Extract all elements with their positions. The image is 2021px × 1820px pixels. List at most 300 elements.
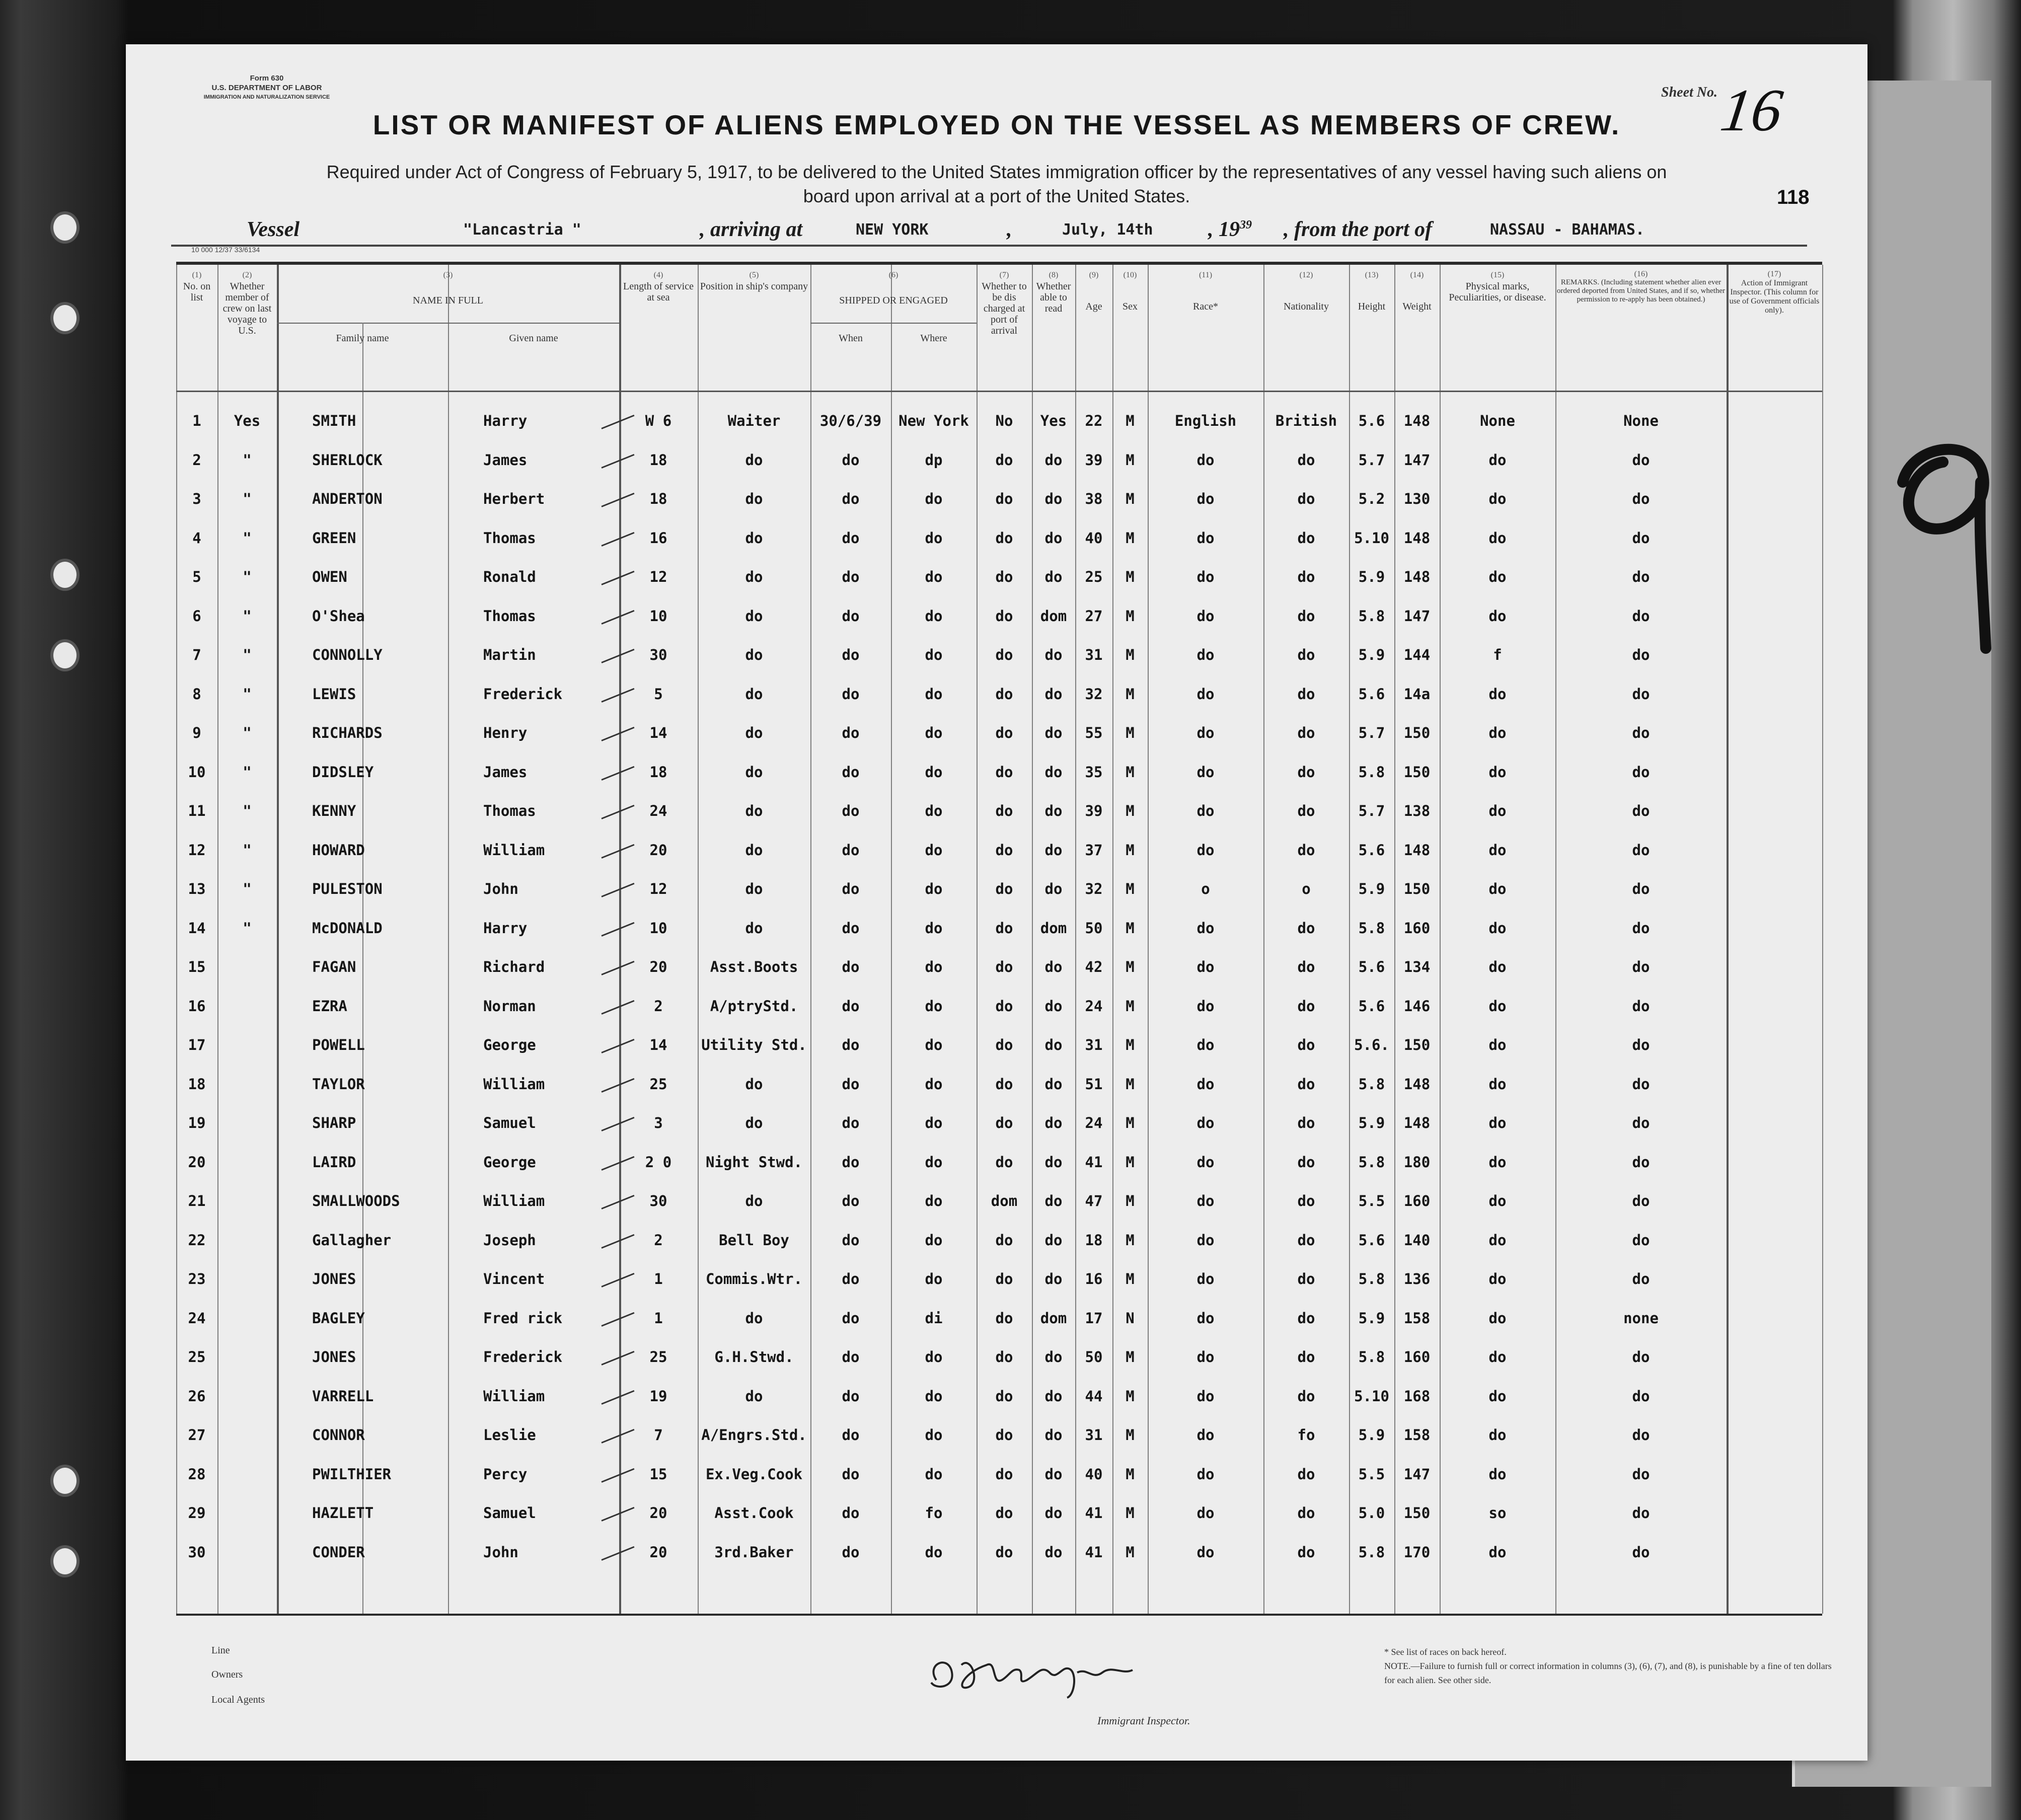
cell-read: do bbox=[1044, 1387, 1063, 1405]
cell-service: 7 bbox=[654, 1426, 663, 1444]
col-num: (3) bbox=[443, 271, 453, 279]
manifest-page bbox=[126, 44, 1867, 1761]
cell-age: 41 bbox=[1085, 1543, 1103, 1561]
cell-remarks: do bbox=[1632, 529, 1650, 547]
cell-given: Joseph bbox=[483, 1231, 536, 1249]
cell-family: HAZLETT bbox=[312, 1504, 374, 1522]
table-row bbox=[176, 1143, 1822, 1181]
cell-marks: do bbox=[1488, 880, 1507, 897]
cell-weight: 14a bbox=[1403, 685, 1431, 703]
cell-crew bbox=[217, 1533, 277, 1571]
cell-marks: do bbox=[1488, 1231, 1507, 1249]
binder-hole bbox=[50, 1545, 80, 1577]
cell-crew: " bbox=[243, 880, 252, 897]
cell-age: 22 bbox=[1085, 412, 1103, 429]
cell-sex: M bbox=[1126, 841, 1135, 859]
col-label: Physical marks, Peculiarities, or disease. bbox=[1449, 281, 1546, 303]
cell-position: do bbox=[745, 763, 763, 781]
cell-marks: None bbox=[1480, 412, 1515, 429]
arrival-port: NEW YORK bbox=[856, 221, 929, 239]
cell-nationality: do bbox=[1297, 1543, 1315, 1561]
cell-weight: 130 bbox=[1403, 490, 1431, 507]
cell-marks: do bbox=[1488, 724, 1507, 741]
cell-when: do bbox=[842, 1426, 860, 1444]
cell-weight: 148 bbox=[1403, 1075, 1431, 1093]
cell-no: 9 bbox=[192, 724, 201, 741]
cell-when: do bbox=[842, 1192, 860, 1209]
cell-height: 5.7 bbox=[1358, 802, 1385, 819]
cell-crew: " bbox=[243, 490, 252, 507]
cell-height: 5.6 bbox=[1358, 412, 1385, 429]
cell-service: 20 bbox=[649, 841, 667, 859]
cell-race: do bbox=[1196, 1504, 1215, 1522]
cell-remarks: do bbox=[1632, 919, 1650, 937]
cell-race: do bbox=[1196, 958, 1215, 975]
cell-sex: M bbox=[1126, 880, 1135, 897]
col-num: (15) bbox=[1490, 271, 1505, 279]
service-name: IMMIGRATION AND NATURALIZATION SERVICE bbox=[203, 94, 330, 100]
cell-height: 5.6 bbox=[1358, 958, 1385, 975]
cell-when: do bbox=[842, 1504, 860, 1522]
col-num: (10) bbox=[1123, 271, 1137, 279]
penalty-note: NOTE.—Failure to furnish full or correct information in columns (3), (6), (7), and (8), is punishable by a fine of ten dollars for each alien. See other side. bbox=[1384, 1661, 1832, 1685]
cell-nationality: do bbox=[1297, 997, 1315, 1015]
header-sex bbox=[1112, 265, 1148, 391]
cell-service: 18 bbox=[649, 763, 667, 781]
header-action bbox=[1727, 265, 1822, 391]
cell-height: 5.6 bbox=[1358, 997, 1385, 1015]
cell-nationality: do bbox=[1297, 958, 1315, 975]
cell-crew bbox=[217, 1416, 277, 1454]
cell-sex: M bbox=[1126, 958, 1135, 975]
header-age bbox=[1075, 265, 1112, 391]
cell-remarks: do bbox=[1632, 685, 1650, 703]
cell-remarks: None bbox=[1623, 412, 1659, 429]
cell-weight: 144 bbox=[1403, 646, 1431, 663]
cell-marks: so bbox=[1488, 1504, 1507, 1522]
cell-when: do bbox=[842, 1114, 860, 1131]
cell-height: 5.8 bbox=[1358, 919, 1385, 937]
table-row bbox=[176, 597, 1822, 635]
cell-marks: do bbox=[1488, 1309, 1507, 1327]
cell-height: 5.2 bbox=[1358, 490, 1385, 507]
cell-weight: 160 bbox=[1403, 1348, 1431, 1366]
table-row bbox=[176, 1494, 1822, 1532]
cell-service: 15 bbox=[649, 1465, 667, 1483]
cell-nationality: do bbox=[1297, 763, 1315, 781]
cell-no: 14 bbox=[188, 919, 206, 937]
cell-no: 2 bbox=[192, 451, 201, 469]
cell-position: do bbox=[745, 841, 763, 859]
cell-race: do bbox=[1196, 1309, 1215, 1327]
binder-hole bbox=[50, 639, 80, 671]
cell-crew bbox=[217, 1221, 277, 1259]
col-num: (11) bbox=[1199, 271, 1213, 279]
cell-where: do bbox=[925, 841, 943, 859]
header-service bbox=[619, 265, 698, 391]
cell-given: Leslie bbox=[483, 1426, 536, 1444]
cell-sex: M bbox=[1126, 802, 1135, 819]
line-label: Line bbox=[211, 1645, 230, 1656]
cell-crew bbox=[217, 1182, 277, 1220]
cell-weight: 148 bbox=[1403, 568, 1431, 585]
cell-service: 30 bbox=[649, 1192, 667, 1209]
cell-race: do bbox=[1196, 763, 1215, 781]
table-row bbox=[176, 1338, 1822, 1376]
cell-given: Harry bbox=[483, 412, 528, 429]
cell-height: 5.9 bbox=[1358, 1309, 1385, 1327]
cell-remarks: do bbox=[1632, 763, 1650, 781]
cell-remarks: do bbox=[1632, 451, 1650, 469]
cell-no: 22 bbox=[188, 1231, 206, 1249]
cell-family: SMALLWOODS bbox=[312, 1192, 400, 1209]
cell-height: 5.9 bbox=[1358, 568, 1385, 585]
cell-discharged: do bbox=[995, 685, 1013, 703]
cell-where: do bbox=[925, 1192, 943, 1209]
cell-position: A/Engrs.Std. bbox=[701, 1426, 807, 1444]
cell-position: do bbox=[745, 1075, 763, 1093]
cell-marks: do bbox=[1488, 568, 1507, 585]
cell-race: do bbox=[1196, 1153, 1215, 1171]
year-prefix: , 19 bbox=[1208, 218, 1240, 241]
cell-no: 19 bbox=[188, 1114, 206, 1131]
cell-age: 31 bbox=[1085, 1036, 1103, 1053]
cell-read: dom bbox=[1040, 919, 1067, 937]
cell-when: do bbox=[842, 724, 860, 741]
cell-nationality: do bbox=[1297, 1153, 1315, 1171]
cell-race: do bbox=[1196, 1543, 1215, 1561]
cell-when: do bbox=[842, 1231, 860, 1249]
table-row bbox=[176, 402, 1822, 440]
cell-crew bbox=[217, 987, 277, 1025]
cell-height: 5.6 bbox=[1358, 1231, 1385, 1249]
cell-given: Martin bbox=[483, 646, 536, 663]
binder-hole bbox=[50, 302, 80, 334]
cell-remarks: do bbox=[1632, 1348, 1650, 1366]
cell-service: W 6 bbox=[645, 412, 672, 429]
cell-age: 39 bbox=[1085, 451, 1103, 469]
cell-when: do bbox=[842, 490, 860, 507]
table-row bbox=[176, 1104, 1822, 1142]
cell-age: 51 bbox=[1085, 1075, 1103, 1093]
col-label: NAME IN FULL bbox=[413, 295, 483, 306]
cell-given: William bbox=[483, 1192, 545, 1209]
table-row bbox=[176, 1416, 1822, 1454]
cell-crew: " bbox=[243, 529, 252, 547]
cell-discharged: do bbox=[995, 1036, 1013, 1053]
cell-sex: M bbox=[1126, 1075, 1135, 1093]
cell-race: do bbox=[1196, 568, 1215, 585]
cell-given: Thomas bbox=[483, 607, 536, 625]
col-num: (1) bbox=[192, 271, 202, 279]
cell-crew bbox=[217, 1143, 277, 1181]
cell-position: do bbox=[745, 529, 763, 547]
cell-discharged: do bbox=[995, 1426, 1013, 1444]
cell-sex: M bbox=[1126, 1543, 1135, 1561]
cell-when: do bbox=[842, 919, 860, 937]
cell-where: do bbox=[925, 724, 943, 741]
cell-no: 17 bbox=[188, 1036, 206, 1053]
cell-height: 5.10 bbox=[1354, 529, 1389, 547]
cell-remarks: do bbox=[1632, 1192, 1650, 1209]
cell-weight: 148 bbox=[1403, 1114, 1431, 1131]
cell-height: 5.5 bbox=[1358, 1192, 1385, 1209]
binder-hole bbox=[50, 559, 80, 591]
cell-height: 5.8 bbox=[1358, 1348, 1385, 1366]
cell-sex: M bbox=[1126, 1231, 1135, 1249]
cell-age: 41 bbox=[1085, 1153, 1103, 1171]
cell-where: do bbox=[925, 1075, 943, 1093]
cell-marks: do bbox=[1488, 1465, 1507, 1483]
cell-position: do bbox=[745, 568, 763, 585]
cell-age: 17 bbox=[1085, 1309, 1103, 1327]
binder-hole bbox=[50, 211, 80, 244]
cell-given: Samuel bbox=[483, 1114, 536, 1131]
cell-discharged: do bbox=[995, 763, 1013, 781]
cell-crew bbox=[217, 1377, 277, 1415]
cell-family: HOWARD bbox=[312, 841, 365, 859]
cell-height: 5.8 bbox=[1358, 1270, 1385, 1287]
cell-race: do bbox=[1196, 1036, 1215, 1053]
cell-when: do bbox=[842, 1036, 860, 1053]
cell-discharged: do bbox=[995, 919, 1013, 937]
header-no bbox=[176, 265, 217, 391]
cell-remarks: do bbox=[1632, 568, 1650, 585]
header-position bbox=[698, 265, 810, 391]
cell-crew: " bbox=[243, 802, 252, 819]
cell-race: do bbox=[1196, 529, 1215, 547]
cell-where: do bbox=[925, 802, 943, 819]
cell-where: do bbox=[925, 1153, 943, 1171]
cell-age: 37 bbox=[1085, 841, 1103, 859]
cell-crew: " bbox=[243, 607, 252, 625]
cell-marks: do bbox=[1488, 1426, 1507, 1444]
cell-discharged: do bbox=[995, 1153, 1013, 1171]
cell-sex: M bbox=[1126, 997, 1135, 1015]
header-crew bbox=[217, 265, 277, 391]
header-height bbox=[1349, 265, 1394, 391]
cell-when: do bbox=[842, 1270, 860, 1287]
cell-age: 38 bbox=[1085, 490, 1103, 507]
cell-marks: do bbox=[1488, 1192, 1507, 1209]
cell-age: 47 bbox=[1085, 1192, 1103, 1209]
cell-crew: " bbox=[243, 763, 252, 781]
cell-marks: do bbox=[1488, 1114, 1507, 1131]
header-name bbox=[277, 265, 619, 323]
cell-where: do bbox=[925, 1465, 943, 1483]
header-discharged bbox=[977, 265, 1032, 391]
table-row bbox=[176, 909, 1822, 947]
form-identifier bbox=[166, 73, 367, 102]
cell-position: do bbox=[745, 1387, 763, 1405]
cell-sex: M bbox=[1126, 763, 1135, 781]
table-row bbox=[176, 480, 1822, 518]
cell-given: William bbox=[483, 841, 545, 859]
cell-remarks: do bbox=[1632, 1036, 1650, 1053]
cell-read: do bbox=[1044, 1153, 1063, 1171]
cell-family: TAYLOR bbox=[312, 1075, 365, 1093]
cell-race: do bbox=[1196, 1465, 1215, 1483]
cell-position: do bbox=[745, 1309, 763, 1327]
cell-read: do bbox=[1044, 724, 1063, 741]
cell-age: 42 bbox=[1085, 958, 1103, 975]
cell-nationality: do bbox=[1297, 451, 1315, 469]
cell-nationality: do bbox=[1297, 1348, 1315, 1366]
cell-sex: M bbox=[1126, 919, 1135, 937]
cell-no: 20 bbox=[188, 1153, 206, 1171]
cell-marks: do bbox=[1488, 763, 1507, 781]
cell-service: 3 bbox=[654, 1114, 663, 1131]
cell-crew: Yes bbox=[234, 412, 261, 429]
cell-discharged: do bbox=[995, 529, 1013, 547]
cell-remarks: do bbox=[1632, 1231, 1650, 1249]
header-race bbox=[1148, 265, 1263, 391]
cell-marks: do bbox=[1488, 1075, 1507, 1093]
cell-height: 5.10 bbox=[1354, 1387, 1389, 1405]
cell-discharged: do bbox=[995, 646, 1013, 663]
cell-crew bbox=[217, 1338, 277, 1376]
cell-crew: " bbox=[243, 841, 252, 859]
cell-given: Percy bbox=[483, 1465, 528, 1483]
cell-when: do bbox=[842, 1153, 860, 1171]
cell-sex: M bbox=[1126, 1192, 1135, 1209]
cell-weight: 136 bbox=[1403, 1270, 1431, 1287]
cell-remarks: do bbox=[1632, 1465, 1650, 1483]
cell-read: do bbox=[1044, 1465, 1063, 1483]
cell-where: dp bbox=[925, 451, 943, 469]
cell-remarks: do bbox=[1632, 1114, 1650, 1131]
cell-read: do bbox=[1044, 1270, 1063, 1287]
cell-service: 30 bbox=[649, 646, 667, 663]
cell-discharged: do bbox=[995, 607, 1013, 625]
cell-where: do bbox=[925, 1270, 943, 1287]
agents-label: Local Agents bbox=[211, 1694, 265, 1705]
cell-marks: f bbox=[1493, 646, 1502, 663]
cell-age: 18 bbox=[1085, 1231, 1103, 1249]
cell-service: 19 bbox=[649, 1387, 667, 1405]
header-weight bbox=[1394, 265, 1440, 391]
cell-marks: do bbox=[1488, 958, 1507, 975]
cell-remarks: do bbox=[1632, 490, 1650, 507]
shipped-subrule bbox=[810, 323, 977, 324]
cell-age: 40 bbox=[1085, 529, 1103, 547]
cell-family: SHERLOCK bbox=[312, 451, 383, 469]
cell-race: do bbox=[1196, 607, 1215, 625]
cell-height: 5.9 bbox=[1358, 646, 1385, 663]
department: U.S. DEPARTMENT OF LABOR bbox=[211, 84, 322, 92]
cell-given: John bbox=[483, 880, 518, 897]
sheet-number: 16 bbox=[1716, 77, 1787, 143]
cell-sex: M bbox=[1126, 724, 1135, 741]
cell-race: do bbox=[1196, 1075, 1215, 1093]
cell-nationality: do bbox=[1297, 841, 1315, 859]
cell-when: do bbox=[842, 451, 860, 469]
cell-when: do bbox=[842, 1075, 860, 1093]
cell-service: 1 bbox=[654, 1270, 663, 1287]
cell-marks: do bbox=[1488, 1348, 1507, 1366]
cell-when: do bbox=[842, 1387, 860, 1405]
col-label: REMARKS. (Including statement whether alien ever ordered deported from United States, and if so, whether permission to re-apply has been obtained.) bbox=[1556, 278, 1726, 304]
cell-read: do bbox=[1044, 880, 1063, 897]
header-nationality bbox=[1263, 265, 1349, 391]
cell-family: LAIRD bbox=[312, 1153, 356, 1171]
cell-crew: " bbox=[243, 919, 252, 937]
table-row bbox=[176, 1065, 1822, 1103]
col-num: (5) bbox=[749, 271, 759, 279]
cell-discharged: do bbox=[995, 568, 1013, 585]
col-num: (13) bbox=[1365, 271, 1379, 279]
cell-age: 24 bbox=[1085, 997, 1103, 1015]
table-row bbox=[176, 636, 1822, 674]
form-number: Form 630 bbox=[250, 74, 284, 83]
table-row bbox=[176, 1377, 1822, 1415]
header-shipped bbox=[810, 265, 977, 323]
cell-where: do bbox=[925, 490, 943, 507]
cell-marks: do bbox=[1488, 1270, 1507, 1287]
cell-position: do bbox=[745, 724, 763, 741]
cell-no: 29 bbox=[188, 1504, 206, 1522]
cell-family: PULESTON bbox=[312, 880, 383, 897]
cell-weight: 148 bbox=[1403, 412, 1431, 429]
cell-remarks: do bbox=[1632, 646, 1650, 663]
cell-service: 10 bbox=[649, 919, 667, 937]
crew-table bbox=[176, 262, 1822, 1616]
col-label: Position in ship's company bbox=[700, 281, 808, 292]
cell-where: do bbox=[925, 529, 943, 547]
cell-weight: 150 bbox=[1403, 1036, 1431, 1053]
cell-race: do bbox=[1196, 1270, 1215, 1287]
comma: , bbox=[1007, 218, 1012, 241]
cell-when: do bbox=[842, 1543, 860, 1561]
cell-given: James bbox=[483, 763, 528, 781]
cell-weight: 150 bbox=[1403, 763, 1431, 781]
cell-service: 1 bbox=[654, 1309, 663, 1327]
cell-position: do bbox=[745, 1192, 763, 1209]
cell-sex: M bbox=[1126, 646, 1135, 663]
races-note: * See list of races on back hereof. bbox=[1384, 1647, 1507, 1657]
cell-age: 50 bbox=[1085, 1348, 1103, 1366]
cell-sex: M bbox=[1126, 1348, 1135, 1366]
cell-crew: " bbox=[243, 646, 252, 663]
col-line bbox=[1822, 265, 1823, 1614]
cell-age: 44 bbox=[1085, 1387, 1103, 1405]
cell-discharged: do bbox=[995, 1387, 1013, 1405]
cell-height: 5.9 bbox=[1358, 880, 1385, 897]
cell-read: do bbox=[1044, 802, 1063, 819]
cell-height: 5.7 bbox=[1358, 724, 1385, 741]
cell-where: do bbox=[925, 568, 943, 585]
cell-nationality: do bbox=[1297, 1309, 1315, 1327]
cell-remarks: do bbox=[1632, 841, 1650, 859]
cell-where: do bbox=[925, 1231, 943, 1249]
cell-race: do bbox=[1196, 1387, 1215, 1405]
cell-discharged: do bbox=[995, 841, 1013, 859]
cell-given: Fred rick bbox=[483, 1309, 563, 1327]
table-row bbox=[176, 558, 1822, 596]
cell-sex: M bbox=[1126, 1465, 1135, 1483]
cell-marks: do bbox=[1488, 490, 1507, 507]
cell-race: do bbox=[1196, 490, 1215, 507]
vessel-line bbox=[171, 214, 1807, 247]
table-row bbox=[176, 1026, 1822, 1064]
cell-service: 25 bbox=[649, 1075, 667, 1093]
cell-where: do bbox=[925, 1036, 943, 1053]
col-num: (12) bbox=[1299, 271, 1313, 279]
cell-when: 30/6/39 bbox=[819, 412, 882, 429]
cell-crew: " bbox=[243, 685, 252, 703]
cell-sex: M bbox=[1126, 568, 1135, 585]
cell-position: do bbox=[745, 646, 763, 663]
